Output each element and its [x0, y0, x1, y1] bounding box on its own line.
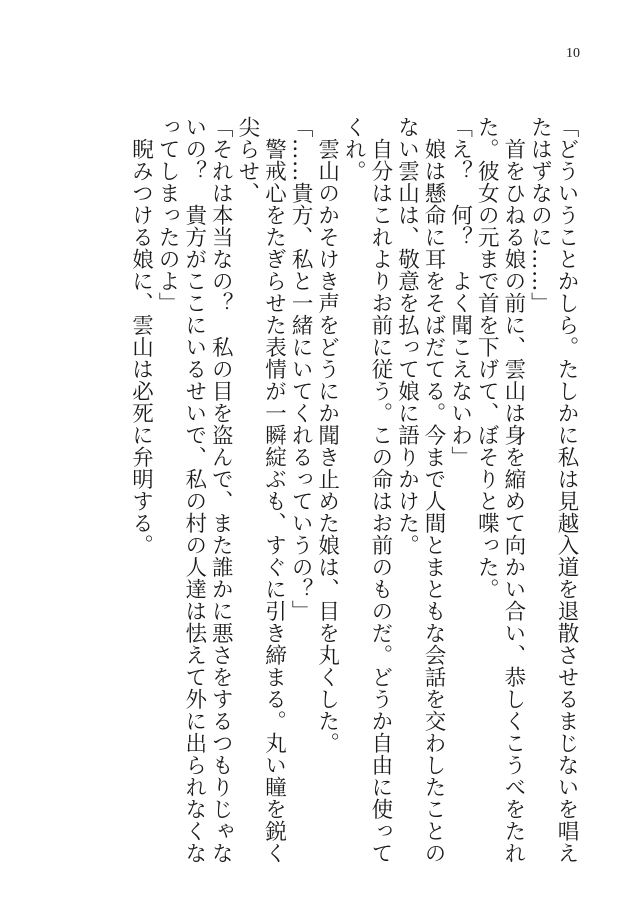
text-line: 娘は懸命に耳をそばだてる。今まで人間とまともな会話を交わしたことの	[421, 116, 447, 864]
text-line: ってしまったのよ」	[155, 116, 181, 314]
text-line: 雲山のかそけき声をどうにか聞き止めた娘は、目を丸くした。	[314, 116, 340, 754]
text-line: 自分はこれよりお前に従う。この命はお前のものだ。どうか自由に使って	[367, 116, 393, 864]
text-line: たはずなのに……」	[527, 116, 553, 314]
text-line: くれ。	[341, 116, 367, 182]
text-line: た。彼女の元まで首を下げて、ぼそりと喋った。	[474, 116, 500, 600]
text-line: 首をひねる娘の前に、雲山は身を縮めて向かい合い、恭しくこうべをたれ	[500, 116, 526, 864]
text-line: いの？ 貴方がここにいるせいで、私の村の人達は怯えて外に出られなくな	[181, 116, 207, 864]
text-line: 「……貴方、私と一緒にいてくれるっていうの？」	[288, 116, 314, 622]
text-line: 「え？ 何？ よく聞こえないわ」	[447, 116, 473, 468]
text-line: 「それは本当なの？ 私の目を盗んで、また誰かに悪さをするつもりじゃな	[208, 116, 234, 864]
text-line: 尖らせ、	[234, 116, 260, 204]
text-line: 「どういうことかしら。たしかに私は見越入道を退散させるまじないを唱え	[554, 116, 579, 864]
text-line: 睨みつける娘に、雲山は必死に弁明する。	[128, 116, 154, 556]
text-line: 警戒心をたぎらせた表情が一瞬綻ぶも、すぐに引き締まる。丸い瞳を鋭く	[261, 116, 287, 864]
text-line: ない雲山は、敬意を払って娘に語りかけた。	[394, 116, 420, 556]
vertical-text-block	[99, 116, 579, 864]
page-number: 10	[566, 46, 580, 61]
